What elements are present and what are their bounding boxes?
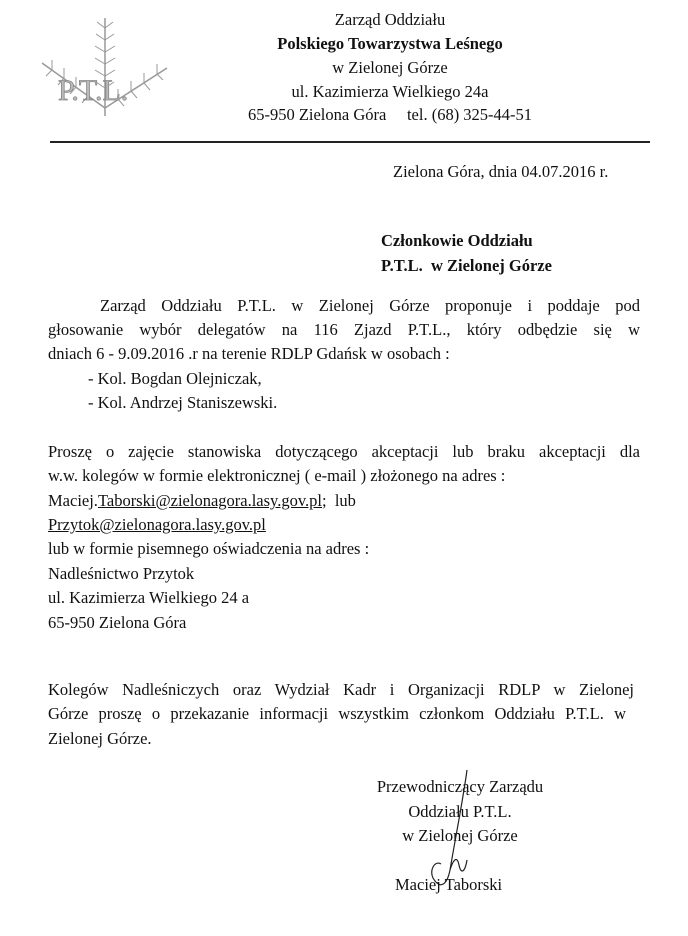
signature-title: Przewodniczący Zarządu <box>376 777 544 796</box>
letter-date: Zielona Góra, dnia 04.07.2016 r. <box>393 162 609 181</box>
body-line: Zielonej Górze. <box>48 729 152 748</box>
header-divider <box>50 141 650 143</box>
body-line: lub w formie pisemnego oświadczenia na adres : <box>48 539 370 558</box>
email-suffix: ; lub <box>322 491 356 510</box>
body-line: Kolegów Nadleśniczych oraz Wydział Kadr i Organizacji RDLP w Zielonej <box>48 680 634 699</box>
letterhead-contact: 65-950 Zielona Góra tel. (68) 325-44-51 <box>247 105 533 124</box>
email-prefix: Maciej. <box>48 491 98 510</box>
signature-title: w Zielonej Górze <box>402 826 518 845</box>
organization-name: Polskiego Towarzystwa Leśnego <box>277 34 503 53</box>
body-line: dniach 6 - 9.09.2016 .r na terenie RDLP Gdańsk w osobach : <box>48 344 450 363</box>
candidate-item: - Kol. Bogdan Olejniczak, <box>88 369 262 388</box>
email-link-przytok[interactable]: Przytok@zielonagora.lasy.gov.pl <box>48 515 266 534</box>
signature-title: Oddziału P.T.L. <box>408 802 512 821</box>
candidate-item: - Kol. Andrzej Staniszewski. <box>88 393 278 412</box>
letterhead-line: w Zielonej Górze <box>332 58 448 77</box>
body-line: Górze proszę o przekazanie informacji wszystkim członkom Oddziału P.T.L. w <box>48 704 626 723</box>
letterhead-address: ul. Kazimierza Wielkiego 24a <box>291 82 489 101</box>
body-line: głosowanie wybór delegatów na 116 Zjazd P.T.L., który odbędzie się w <box>48 320 640 339</box>
postal-address-line: Nadleśnictwo Przytok <box>48 564 195 583</box>
svg-text:P.T.L.: P.T.L. <box>58 74 129 107</box>
email-line <box>48 491 356 511</box>
letterhead-line: Zarząd Oddziału <box>334 10 446 29</box>
body-line: Proszę o zajęcie stanowiska dotyczącego akceptacji lub braku akceptacji dla <box>48 442 640 461</box>
addressee-line: Członkowie Oddziału <box>381 231 533 250</box>
postal-address-line: 65-950 Zielona Góra <box>48 613 187 632</box>
postal-address-line: ul. Kazimierza Wielkiego 24 a <box>48 588 250 607</box>
email-link-taborski[interactable]: Taborski@zielonagora.lasy.gov.pl <box>97 491 322 510</box>
body-line: Zarząd Oddziału P.T.L. w Zielonej Górze proponuje i poddaje pod <box>100 296 640 315</box>
signatory-name: Maciej Taborski <box>395 875 503 894</box>
body-line: w.w. kolegów w formie elektronicznej ( e-mail ) złożonego na adres : <box>48 466 506 485</box>
addressee-line: P.T.L. w Zielonej Górze <box>381 256 552 275</box>
ptl-fir-branch-logo <box>12 8 172 118</box>
